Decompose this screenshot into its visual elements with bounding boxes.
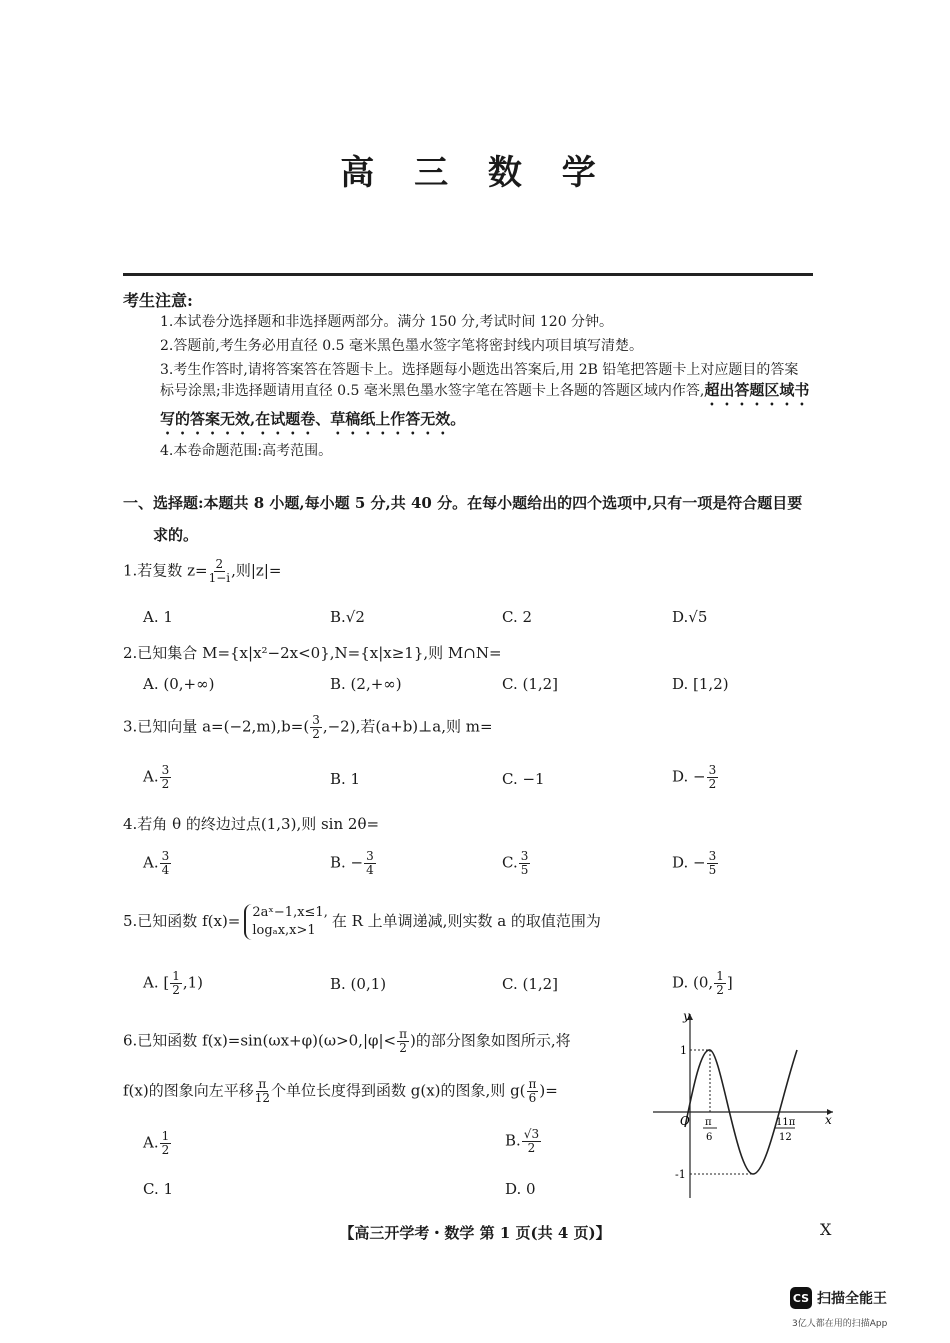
q5-a-frac	[170, 970, 182, 997]
q5-a-post: ,1)	[182, 973, 204, 992]
q1-stem-a: 1.若复数 z=	[123, 561, 208, 580]
notice-item-3	[160, 360, 810, 438]
x-tick-pi6-num: π	[705, 1117, 712, 1128]
q6-sine-graph	[645, 1008, 845, 1208]
question-4-stem: 4.若角 θ 的终边过点(1,3),则 sin 2θ=	[123, 815, 380, 833]
question-6-stem	[123, 1028, 653, 1055]
question-2-stem: 2.已知集合 M={x|x²−2x<0},N={x|x≥1},则 M∩N=	[123, 644, 502, 662]
q6-g-num: π	[528, 1077, 537, 1091]
question-5-stem	[123, 904, 683, 940]
q3-option-c: C. −1	[502, 770, 545, 788]
q4-b-pre: B. −	[330, 853, 364, 872]
q6-a-pre: A.	[143, 1133, 159, 1152]
q4-c-den: 5	[520, 863, 529, 877]
q6-a-den: 2	[161, 1143, 170, 1157]
q6-stem-a: 6.已知函数 f(x)=sin(ωx+φ)(ω>0,|φ|<	[123, 1031, 397, 1050]
section-line-2: 求的。	[153, 526, 199, 544]
q2-option-d: D. [1,2)	[672, 675, 729, 693]
notice-item-3-text: 3.考生作答时,请将答案答在答题卡上。选择题每小题选出答案后,用 2B 铅笔把答题卡上对应题目的答案标号涂黑;非选择题请用直径 0.5 毫米黑色墨水签字笔在答题卡上各题的答题区域内作答,	[160, 362, 799, 399]
scanner-tagline: 3亿人都在用的扫描App	[792, 1319, 888, 1329]
q5-d-pre: D. (0,	[672, 973, 714, 992]
q3-option-d	[672, 764, 719, 791]
q3-num: 3	[312, 713, 320, 727]
q6-pi-num: π	[399, 1027, 408, 1041]
q1-fraction	[209, 558, 231, 585]
q1-stem-b: ,则|z|=	[231, 561, 282, 580]
notice-item-2: 2.答题前,考生务必用直径 0.5 毫米黑色墨水签字笔将密封线内项目填写清楚。	[160, 338, 643, 354]
notice-item-4: 4.本卷命题范围:高考范围。	[160, 443, 333, 459]
scanner-logo	[790, 1287, 887, 1309]
q4-c-frac	[519, 850, 531, 877]
q6-option-b	[505, 1128, 542, 1155]
q5-case-2: logₐx,x>1	[252, 923, 316, 938]
q6-b-pre: B.	[505, 1131, 521, 1150]
q3-den: 2	[312, 727, 320, 741]
q6-option-a	[143, 1130, 172, 1157]
q4-option-c	[502, 850, 531, 877]
q3-a-pre: A.	[143, 767, 159, 786]
q6-shift-num: π	[258, 1077, 267, 1091]
q4-option-a	[143, 850, 172, 877]
q5-stem-a: 5.已知函数 f(x)=	[123, 912, 241, 930]
q1-option-d: D.√5	[672, 608, 708, 626]
q6-a-num: 1	[161, 1129, 170, 1143]
q4-option-d	[672, 850, 719, 877]
q4-b-den: 4	[366, 863, 374, 877]
q4-b-frac	[364, 850, 376, 877]
q5-case-1: 2aˣ−1,x≤1,	[252, 905, 328, 920]
q6-b-frac	[522, 1128, 541, 1155]
q5-d-frac	[714, 970, 726, 997]
q6-option-d: D. 0	[505, 1180, 536, 1198]
q2-option-c: C. (1,2]	[502, 675, 559, 693]
x-tick-pi6-den: 6	[706, 1132, 713, 1143]
q6-b-num: √3	[523, 1127, 540, 1141]
x-tick-11pi12-num: 11π	[776, 1117, 796, 1128]
q4-a-pre: A.	[143, 853, 159, 872]
q5-piecewise	[244, 904, 327, 940]
q4-a-frac	[160, 850, 172, 877]
title-divider	[123, 273, 813, 276]
q6-stem-b: )的部分图象如图所示,将	[410, 1031, 571, 1050]
q6-pi-den: 2	[399, 1041, 407, 1055]
q3-a-frac	[160, 764, 172, 791]
q3-d-frac	[707, 764, 719, 791]
q6-b-den: 2	[527, 1141, 536, 1155]
q5-a-pre: A. [	[143, 973, 170, 992]
q4-b-num: 3	[366, 849, 374, 863]
q1-num: 2	[215, 557, 224, 571]
notice-item-3-emphasis: 超出答题区域书写的答案无效,在试题卷、草稿纸上作答无效。	[160, 381, 810, 428]
q6-a-frac	[160, 1130, 172, 1157]
q6-g-frac	[527, 1078, 539, 1105]
y-axis-label: y	[683, 1009, 690, 1023]
q3-option-b: B. 1	[330, 770, 361, 788]
q5-option-b: B. (0,1)	[330, 975, 387, 993]
q3-fraction	[310, 714, 322, 741]
y-tick-neg1: -1	[675, 1168, 686, 1181]
q6-option-c: C. 1	[143, 1180, 174, 1198]
q6-shift-den: 12	[254, 1091, 270, 1105]
q1-den: 1−i	[208, 571, 231, 585]
question-1-stem	[123, 558, 643, 585]
corner-mark: X	[820, 1220, 832, 1239]
q5-a-den: 2	[172, 983, 180, 997]
q4-a-den: 4	[161, 863, 170, 877]
section-line-1: 一、选择题:本题共 8 小题,每小题 5 分,共 40 分。在每小题给出的四个选项中,只有一项是符合题目要	[123, 494, 803, 512]
q3-d-pre: D. −	[672, 767, 706, 786]
page-title: 高 三 数 学	[340, 153, 610, 193]
section-heading	[123, 487, 823, 551]
q3-stem-a: 3.已知向量 a=(−2,m),b=(	[123, 717, 310, 736]
q4-a-num: 3	[161, 849, 170, 863]
question-3-stem	[123, 714, 643, 741]
camscanner-icon: CS	[790, 1287, 812, 1309]
q6-g-den: 6	[528, 1091, 537, 1105]
q3-a-den: 2	[161, 777, 170, 791]
q5-option-c: C. (1,2]	[502, 975, 559, 993]
x-tick-11pi12-den: 12	[779, 1132, 792, 1143]
x-axis-label: x	[825, 1113, 832, 1127]
q6-pi-frac	[397, 1028, 409, 1055]
q2-option-b: B. (2,+∞)	[330, 675, 402, 693]
notice-heading: 考生注意:	[123, 291, 193, 310]
q1-option-b: B.√2	[330, 608, 365, 626]
q1-option-c: C. 2	[502, 608, 533, 626]
q5-a-num: 1	[172, 969, 180, 983]
q4-d-den: 5	[708, 863, 717, 877]
page-footer: 【高三开学考・数学 第 1 页(共 4 页)】	[339, 1224, 611, 1242]
q2-option-a: A. (0,+∞)	[143, 675, 215, 693]
origin-label: O	[680, 1114, 690, 1128]
notice-item-1: 1.本试卷分选择题和非选择题两部分。满分 150 分,考试时间 120 分钟。	[160, 314, 614, 330]
question-6-line-2	[123, 1078, 643, 1105]
q3-option-a	[143, 764, 172, 791]
q5-d-post: ]	[726, 973, 733, 992]
q4-c-pre: C.	[502, 853, 518, 872]
q4-c-num: 3	[520, 849, 529, 863]
q4-option-b	[330, 850, 377, 877]
scanner-name: 扫描全能王	[817, 1291, 887, 1307]
y-tick-1: 1	[680, 1044, 687, 1057]
q3-d-num: 3	[708, 763, 717, 777]
q3-d-den: 2	[708, 777, 717, 791]
q3-stem-b: ,−2),若(a+b)⊥a,则 m=	[322, 717, 493, 736]
q4-d-pre: D. −	[672, 853, 706, 872]
q1-option-a: A. 1	[143, 608, 173, 626]
q5-option-a	[143, 970, 203, 997]
q5-option-d	[672, 970, 733, 997]
q6-shift-frac	[255, 1078, 270, 1105]
q5-stem-b: 在 R 上单调递减,则实数 a 的取值范围为	[331, 912, 601, 930]
q5-d-den: 2	[716, 983, 724, 997]
q4-d-frac	[707, 850, 719, 877]
q4-d-num: 3	[708, 849, 717, 863]
q6-line2-a: f(x)的图象向左平移	[123, 1081, 254, 1100]
q5-d-num: 1	[716, 969, 724, 983]
q6-line2-b: 个单位长度得到函数 g(x)的图象,则 g(	[271, 1081, 526, 1100]
q6-line2-c: )=	[539, 1081, 558, 1100]
q3-a-num: 3	[161, 763, 170, 777]
